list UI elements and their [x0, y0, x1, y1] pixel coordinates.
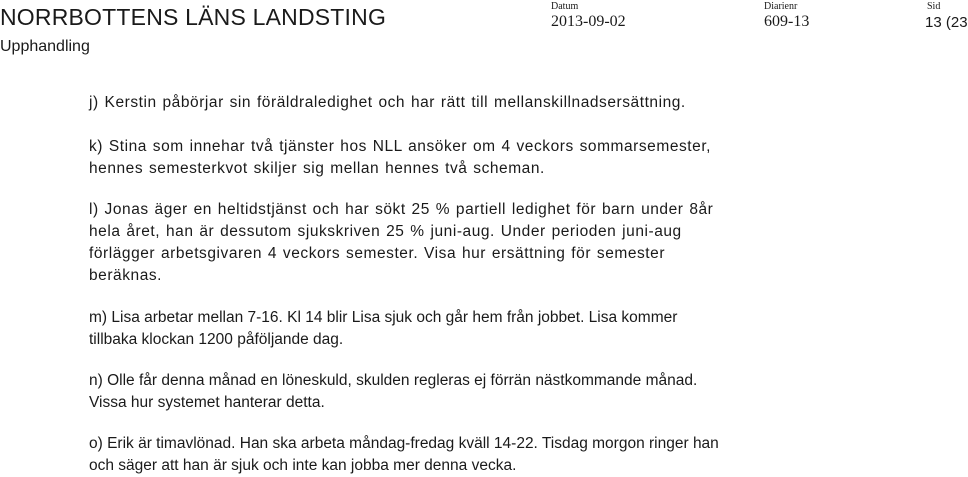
date-label: Datum: [551, 1, 579, 12]
item-l-line-2: hela året, han är dessutom sjukskriven 25 % juni-aug. Under perioden juni-aug: [89, 223, 682, 240]
item-n-line-2: Vissa hur systemet hanterar detta.: [89, 394, 325, 411]
item-o-line-2: och säger att han är sjuk och inte kan jobba mer denna vecka.: [89, 457, 517, 474]
department-name: Upphandling: [0, 38, 90, 55]
organization-name: NORRBOTTENS LÄNS LANDSTING: [0, 4, 387, 30]
item-j-line-1: j) Kerstin påbörjar sin föräldraledighet och har rätt till mellanskillnadsersättning.: [89, 94, 686, 111]
item-k: [89, 136, 949, 180]
item-m: [89, 307, 949, 351]
item-n-line-1: n) Olle får denna månad en löneskuld, skulden regleras ej förrän nästkommande månad.: [89, 372, 698, 389]
item-k-line-2: hennes semesterkvot skiljer sig mellan hennes två scheman.: [89, 160, 545, 177]
item-o: [89, 433, 949, 477]
item-k-line-1: k) Stina som innehar två tjänster hos NLL ansöker om 4 veckors sommarsemester,: [89, 138, 712, 155]
item-o-line-1: o) Erik är timavlönad. Han ska arbeta måndag-fredag kväll 14-22. Tisdag morgon ringer han: [89, 435, 719, 452]
item-l-line-4: beräknas.: [89, 267, 163, 284]
date-value: 2013-09-02: [551, 13, 626, 30]
item-l: [89, 199, 949, 287]
item-m-line-2: tillbaka klockan 1200 påföljande dag.: [89, 331, 344, 348]
item-l-line-1: l) Jonas äger en heltidstjänst och har sökt 25 % partiell ledighet för barn under 8år: [89, 201, 714, 218]
item-j: [89, 92, 949, 114]
page-label: Sid: [927, 1, 941, 12]
item-l-line-3: förlägger arbetsgivaren 4 veckors semester. Visa hur ersättning för semester: [89, 245, 666, 262]
reference-value: 609-13: [764, 13, 810, 30]
item-m-line-1: m) Lisa arbetar mellan 7-16. Kl 14 blir Lisa sjuk och går hem från jobbet. Lisa kommer: [89, 309, 678, 326]
reference-label: Diarienr: [764, 1, 798, 12]
page-number: 13 (23: [925, 14, 968, 31]
item-n: [89, 370, 949, 414]
